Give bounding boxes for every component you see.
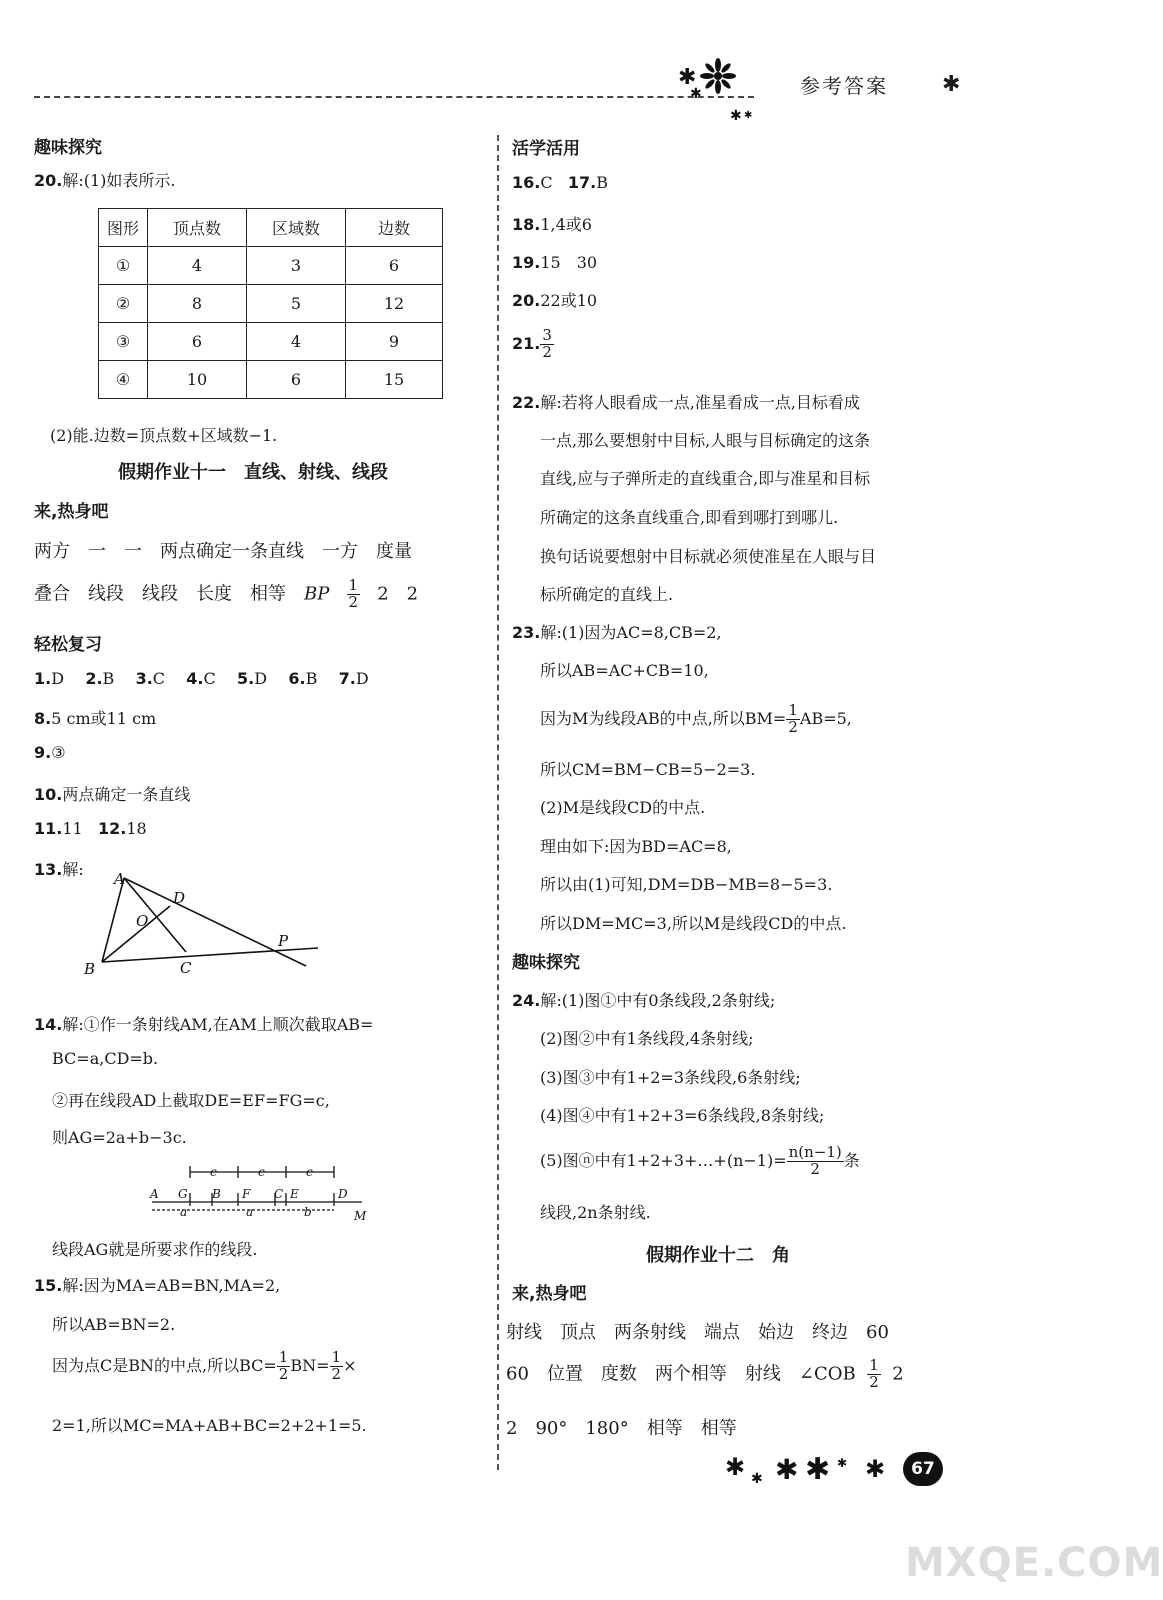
warmup-text: 叠合 线段 线段 长度 相等 (34, 583, 304, 605)
q16-q17: 16.C 17.B (512, 173, 608, 192)
q24-line: (3)图③中有1+2=3条线段,6条射线; (540, 1068, 801, 1087)
fraction: $\frac{1}{2}$ (348, 576, 359, 611)
page-number: 67 (903, 1452, 943, 1486)
q14-line: 则AG=2a+b−3c. (52, 1128, 187, 1147)
line-BP (102, 948, 318, 962)
table-row (99, 247, 443, 285)
table-cell: 15 (346, 361, 443, 399)
table-cell: 8 (148, 285, 247, 323)
q23-line: 所以CM=BM−CB=5−2=3. (540, 760, 756, 779)
fraction: $\frac{3}{2}$ (542, 326, 552, 361)
line-AB (102, 878, 124, 962)
q23-line: 所以由(1)可知,DM=DB−MB=8−5=3. (540, 875, 833, 894)
q10: 10.两点确定一条直线 (34, 785, 191, 804)
warmup-line: 2 90° 180° 相等 相等 (506, 1418, 737, 1439)
table-row (99, 361, 443, 399)
section-heading: 活学活用 (512, 139, 580, 159)
svg-text:✱: ✱ (690, 86, 702, 102)
svg-text:✱: ✱ (678, 65, 697, 90)
watermark: MXQE.COM (905, 1540, 1163, 1586)
q11-q12: 11.11 12.18 (34, 819, 147, 838)
table-cell: 6 (346, 247, 443, 285)
page-header-title: 参考答案 (800, 74, 888, 98)
q18: 18.1,4或6 (512, 215, 592, 234)
q15-line: 15.解:因为MA=AB=BN,MA=2, (34, 1276, 281, 1295)
label-A: A (150, 1187, 159, 1201)
label-C: C (180, 959, 192, 977)
label-D: D (338, 1187, 348, 1201)
svg-text:✱: ✱ (865, 1455, 886, 1483)
svg-text:✱: ✱ (751, 1471, 763, 1487)
q24-line: 24.解:(1)图①中有0条线段,2条射线; (512, 991, 776, 1010)
table-cell: 4 (148, 247, 247, 285)
q23-line: 所以DM=MC=3,所以M是线段CD的中点. (540, 914, 847, 933)
star-icon: ✱ (942, 72, 961, 97)
q20-part2: (2)能.边数=顶点数+区域数−1. (50, 426, 278, 445)
section-heading: 来,热身吧 (512, 1284, 587, 1304)
q22-line: 换句话说要想射中目标就必须使准星在人眼与目 (540, 547, 877, 566)
label-b: b (304, 1205, 312, 1219)
table-cell: 6 (247, 361, 346, 399)
segment-name: BP (304, 583, 330, 605)
svg-text:✱: ✱ (805, 1452, 831, 1487)
question-number: 20. (34, 171, 63, 190)
q24-line: (2)图②中有1条线段,4条射线; (540, 1029, 754, 1048)
section-heading: 来,热身吧 (34, 502, 109, 522)
label-a: a (246, 1205, 254, 1219)
table-cell: 4 (247, 323, 346, 361)
table-header: 图形 (99, 209, 148, 247)
table-cell: ② (99, 285, 148, 323)
table-cell: 6 (148, 323, 247, 361)
label-P: P (278, 932, 289, 950)
answers-1-7: 1.D 2.B 3.C 4.C 5.D 6.B 7.D (34, 669, 369, 688)
q9: 9.③ (34, 743, 66, 762)
q14-line: 线段AG就是所要求作的线段. (52, 1240, 258, 1259)
svg-text:✱: ✱ (744, 110, 753, 121)
q15-line: 2=1,所以MC=MA+AB+BC=2+2+1=5. (52, 1416, 367, 1435)
label-D: D (173, 889, 186, 907)
q14-line: BC=a,CD=b. (52, 1049, 159, 1068)
label-G: G (178, 1187, 188, 1201)
homework-title: 假期作业十一 直线、射线、线段 (118, 462, 388, 483)
table-cell: ④ (99, 361, 148, 399)
q14-line: ②再在线段AD上截取DE=EF=FG=c, (52, 1091, 330, 1110)
fraction: $\frac{1}{2}$ (331, 1348, 342, 1383)
q23-line: 所以AB=AC+CB=10, (540, 661, 709, 680)
footer-flower-decoration-icon (725, 1445, 905, 1495)
geometry-figure-13 (80, 860, 330, 985)
label-M: M (354, 1209, 367, 1223)
homework-title: 假期作业十二 角 (646, 1245, 790, 1266)
warmup-text: 2 2 (377, 583, 419, 605)
svg-text:✱: ✱ (725, 1453, 746, 1481)
table-cell: ③ (99, 323, 148, 361)
table-cell: 3 (247, 247, 346, 285)
label-c: c (210, 1165, 217, 1179)
q22-line: 所确定的这条直线重合,即看到哪打到哪儿. (540, 508, 839, 527)
q22-line: 一点,那么要想射中目标,人眼与目标确定的这条 (540, 431, 871, 450)
header-dashed-line (34, 96, 754, 98)
warmup-line (34, 578, 418, 611)
q23-line: (2)M是线段CD的中点. (540, 798, 706, 817)
q24-line: (5)图ⓝ中有1+2+3+…+(n−1)= $\frac{n(n-1)}{2}$ 条 (540, 1143, 860, 1178)
geometry-figure-14 (140, 1160, 380, 1225)
label-A: A (114, 870, 125, 888)
label-B: B (212, 1187, 221, 1201)
answer-text: 解:(1)如表所示. (62, 171, 176, 190)
fraction: $\frac{1}{2}$ (869, 1356, 879, 1391)
section-heading: 趣味探究 (512, 953, 580, 973)
section-heading: 轻松复习 (34, 635, 102, 655)
q24-line: (4)图④中有1+2+3=6条线段,8条射线; (540, 1106, 825, 1125)
flower-decoration-icon (660, 58, 770, 128)
table-cell: ① (99, 247, 148, 285)
label-a: a (180, 1205, 188, 1219)
svg-text:✱: ✱ (837, 1456, 848, 1470)
label-E: E (290, 1187, 299, 1201)
q15-line: 因为点C是BN的中点,所以BC= $\frac{1}{2}$ BN= $\frac{1}{2}$ × (52, 1348, 357, 1383)
fraction: $\frac{n(n-1)}{2}$ (788, 1143, 842, 1178)
q19: 19.15 30 (512, 253, 598, 272)
fraction: $\frac{1}{2}$ (278, 1348, 289, 1383)
q22-line: 直线,应与子弹所走的直线重合,即与准星和目标 (540, 469, 871, 488)
label-B: B (84, 960, 96, 978)
column-divider (497, 135, 499, 1470)
q24-line: 线段,2n条射线. (540, 1203, 651, 1222)
label-c: c (306, 1165, 313, 1179)
q8: 8.5 cm或11 cm (34, 709, 157, 728)
table-cell: 10 (148, 361, 247, 399)
q22-line: 标所确定的直线上. (540, 585, 674, 604)
label-c: c (258, 1165, 265, 1179)
label-F: F (242, 1187, 251, 1201)
table-cell: 5 (247, 285, 346, 323)
table-header: 边数 (346, 209, 443, 247)
q14-line: 14.解:①作一条射线AM,在AM上顺次截取AB= (34, 1015, 374, 1034)
table-header: 区域数 (247, 209, 346, 247)
q20r: 20.22或10 (512, 291, 598, 310)
q23-line: 理由如下:因为BD=AC=8, (540, 837, 732, 856)
q13: 13.解: (34, 860, 84, 879)
table-row (99, 323, 443, 361)
table-cell: 9 (346, 323, 443, 361)
q22-line: 22.解:若将人眼看成一点,准星看成一点,目标看成 (512, 393, 860, 412)
q21: 21. $\frac{3}{2}$ (512, 326, 552, 361)
svg-text:✱: ✱ (730, 108, 742, 124)
table-cell: 12 (346, 285, 443, 323)
label-C: C (274, 1187, 284, 1201)
fraction: $\frac{1}{2}$ (788, 701, 798, 736)
warmup-line: 两方 一 一 两点确定一条直线 一方 度量 (34, 541, 412, 562)
warmup-line: 60 位置 度数 两个相等 射线 ∠COB $\frac{1}{2}$ 2 (506, 1356, 904, 1391)
table-row (99, 285, 443, 323)
answer-table (98, 208, 443, 399)
svg-text:✱: ✱ (775, 1453, 799, 1486)
q15-line: 所以AB=BN=2. (52, 1315, 176, 1334)
table-header: 顶点数 (148, 209, 247, 247)
q23-line: 23.解:(1)因为AC=8,CB=2, (512, 623, 722, 642)
q23-line: 因为M为线段AB的中点,所以BM= $\frac{1}{2}$ AB=5, (540, 701, 852, 736)
label-O: O (136, 912, 149, 930)
section-heading: 趣味探究 (34, 138, 102, 158)
q20-text (34, 168, 176, 191)
table-header-row (99, 209, 443, 247)
warmup-line: 射线 顶点 两条射线 端点 始边 终边 60 (506, 1322, 889, 1343)
